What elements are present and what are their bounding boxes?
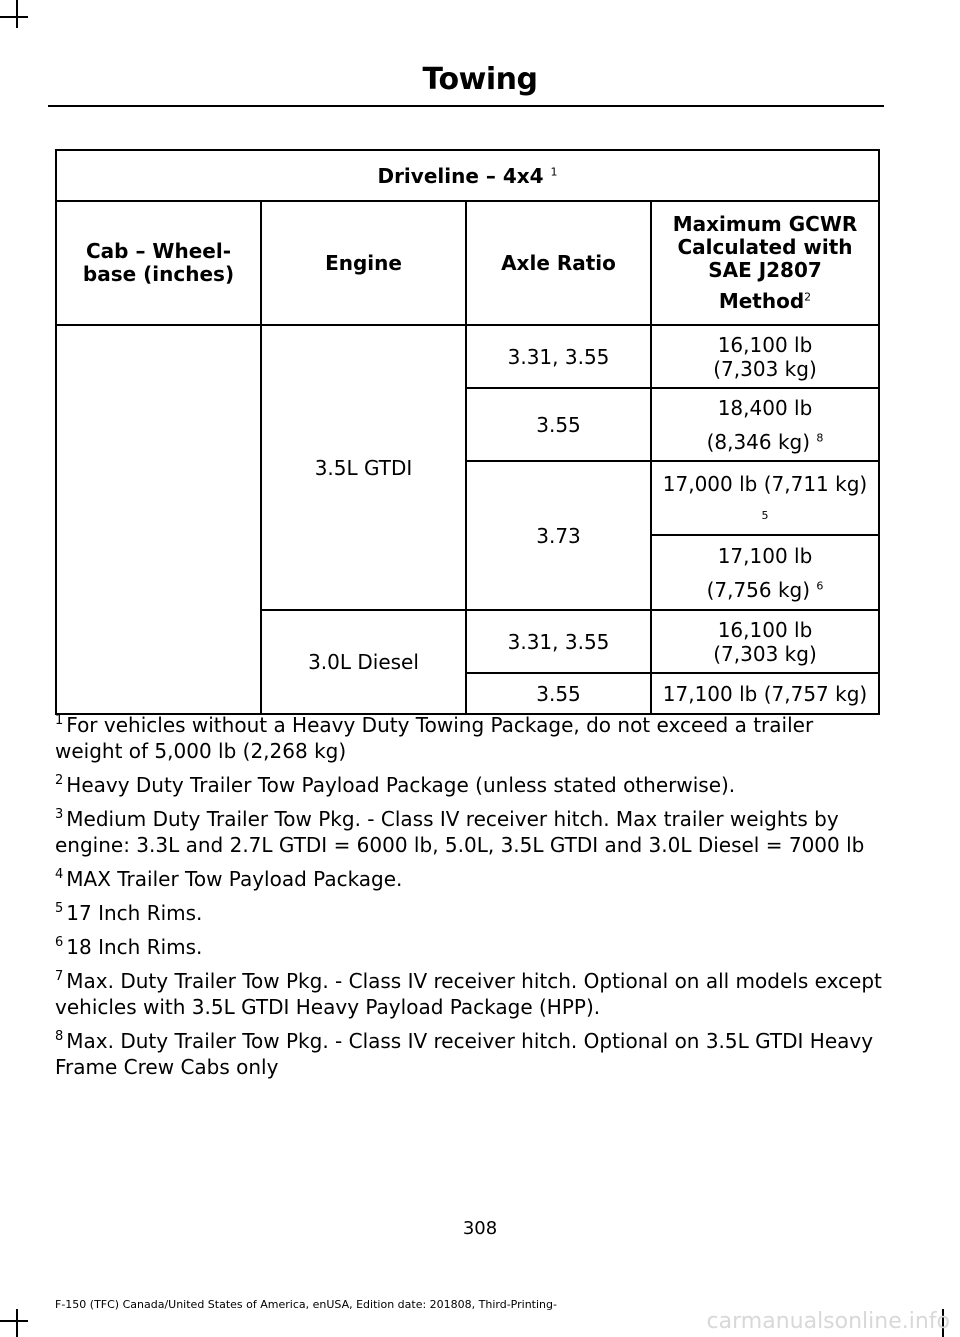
footnote-number: 5 — [55, 901, 64, 917]
footnote — [55, 806, 885, 858]
footnote-text: MAX Trailer Tow Payload Package. — [66, 867, 403, 891]
crop-mark — [0, 16, 28, 18]
footnote — [55, 712, 885, 764]
column-header-engine: Engine — [261, 201, 466, 325]
crop-mark — [16, 0, 18, 28]
column-header-axle: Axle Ratio — [466, 201, 651, 325]
watermark: carmanualsonline.info — [706, 1309, 950, 1334]
footnote — [55, 866, 885, 892]
footnote — [55, 968, 885, 1020]
column-header-cab-line: Cab – Wheel- — [86, 239, 231, 263]
gcwr-cell — [651, 388, 879, 461]
column-header-gcwr-line: Maximum GCWR — [672, 212, 858, 236]
gcwr-note-line — [658, 498, 872, 530]
page-footer: F-150 (TFC) Canada/United States of America, enUSA, Edition date: 201808, Third-Printing- — [55, 1298, 557, 1311]
gcwr-value: 16,100 lb — [717, 617, 813, 642]
page-title: Towing — [422, 62, 538, 97]
footnote-number: 7 — [55, 969, 64, 985]
gcwr-note: 8 — [816, 430, 824, 444]
gcwr-value: 17,100 lb — [717, 543, 813, 568]
gcwr-value: (7,303 kg) — [713, 356, 817, 381]
footnote-number: 6 — [55, 935, 64, 951]
cab-cell — [56, 325, 261, 714]
footnote-text: 18 Inch Rims. — [66, 935, 203, 959]
footnote-text: Medium Duty Trailer Tow Pkg. - Class IV receiver hitch. Max trailer weights by engine: 3.3L and 2.7L GTDI = 6000 lb, 5.0L, 3.5L GTDI and 3.0L Diesel = 7000 lb — [55, 807, 865, 857]
column-header-gcwr-method: Method — [718, 289, 805, 313]
page-number: 308 — [462, 1218, 498, 1239]
column-header-gcwr-line — [658, 290, 872, 313]
table-row — [56, 325, 879, 388]
table-title-note: 1 — [550, 164, 558, 178]
engine-cell: 3.0L Diesel — [261, 610, 466, 714]
footnote — [55, 1028, 885, 1080]
header-rule — [48, 105, 884, 107]
crop-mark — [0, 1320, 28, 1322]
gcwr-value: (7,303 kg) — [713, 641, 817, 666]
footnote-number: 3 — [55, 807, 64, 823]
footnote — [55, 772, 885, 798]
footnote-number: 1 — [55, 713, 64, 729]
gcwr-value — [658, 573, 872, 607]
gcwr-cell: 17,100 lb (7,757 kg) — [651, 673, 879, 714]
column-header-cab-line: base (inches) — [82, 262, 235, 286]
footnote — [55, 934, 885, 960]
table-title — [56, 150, 879, 201]
gcwr-value-text: (8,346 kg) — [706, 429, 811, 454]
gcwr-note: 5 — [761, 509, 769, 522]
gcwr-value: 17,000 lb (7,711 kg) — [662, 472, 868, 496]
gcwr-value: 16,100 lb — [717, 332, 813, 357]
gcwr-cell — [651, 461, 879, 535]
column-header-cab — [56, 201, 261, 325]
axle-cell: 3.73 — [466, 461, 651, 610]
footnote-text: Max. Duty Trailer Tow Pkg. - Class IV receiver hitch. Optional on all models except vehicles with 3.5L GTDI Heavy Payload Package (HPP). — [55, 969, 882, 1019]
column-header-gcwr — [651, 201, 879, 325]
axle-cell: 3.55 — [466, 673, 651, 714]
footnote-number: 4 — [55, 867, 64, 883]
axle-cell: 3.55 — [466, 388, 651, 461]
gcwr-cell — [651, 325, 879, 388]
column-header-gcwr-note: 2 — [804, 290, 812, 304]
crop-mark — [16, 1309, 18, 1337]
footnote-text: Max. Duty Trailer Tow Pkg. - Class IV receiver hitch. Optional on 3.5L GTDI Heavy Frame Crew Cabs only — [55, 1029, 874, 1079]
gcwr-note: 6 — [816, 578, 824, 592]
footnote-text: 17 Inch Rims. — [66, 901, 203, 925]
footnote-text: Heavy Duty Trailer Tow Payload Package (unless stated otherwise). — [66, 773, 736, 797]
footnotes — [55, 712, 885, 1088]
table-title-text: Driveline – 4x4 — [377, 163, 544, 188]
footnote-text: For vehicles without a Heavy Duty Towing Package, do not exceed a trailer weight of 5,000 lb (2,268 kg) — [55, 713, 814, 763]
gcwr-cell — [651, 610, 879, 673]
gcwr-value: 18,400 lb — [717, 395, 813, 420]
footnote-number: 8 — [55, 1029, 64, 1045]
towing-spec-table — [55, 149, 880, 715]
column-header-gcwr-line: Calculated with — [677, 235, 853, 259]
footnote — [55, 900, 885, 926]
engine-cell: 3.5L GTDI — [261, 325, 466, 610]
column-header-gcwr-line: SAE J2807 — [708, 258, 822, 282]
axle-cell: 3.31, 3.55 — [466, 610, 651, 673]
axle-cell: 3.31, 3.55 — [466, 325, 651, 388]
gcwr-value-text: (7,756 kg) — [706, 577, 811, 602]
footnote-number: 2 — [55, 773, 64, 789]
gcwr-value — [658, 425, 872, 459]
gcwr-cell — [651, 535, 879, 610]
